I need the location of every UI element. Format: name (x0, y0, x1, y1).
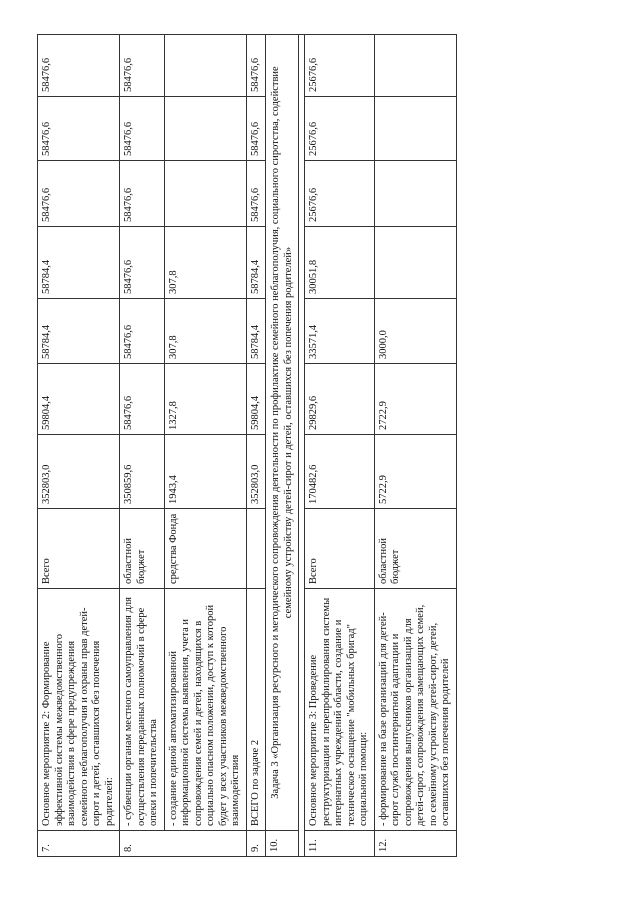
value-cell (374, 35, 456, 97)
value-cell: 58476,6 (38, 97, 120, 161)
table-row (164, 35, 246, 857)
activity-name: Основное мероприятие 2: Формирование эффективной системы межведомственного взаимодействия в сфере предупреждения семейного неблагополучия и охраны прав детей-сирот и детей, оставшихся без попечения родителей: (38, 589, 120, 831)
value-cell: 25676,6 (305, 35, 375, 97)
row-number: 11. (305, 831, 375, 857)
value-cell: 29829,6 (305, 364, 375, 435)
row-number: 8. (120, 831, 247, 857)
value-cell: 350859,6 (120, 435, 165, 509)
value-cell: 33571,4 (305, 299, 375, 364)
value-cell: 58476,6 (246, 35, 266, 97)
budget-table (37, 34, 457, 857)
table-row (120, 35, 165, 857)
value-cell: 170482,6 (305, 435, 375, 509)
value-cell: 1943,4 (164, 435, 246, 509)
value-cell (374, 97, 456, 161)
value-cell: 58476,6 (38, 35, 120, 97)
value-cell: 30051,8 (305, 227, 375, 299)
value-cell (374, 227, 456, 299)
value-cell: 307,8 (164, 227, 246, 299)
value-cell: 59804,4 (38, 364, 120, 435)
table-row (305, 35, 375, 857)
funding-source (246, 509, 266, 589)
value-cell: 307,8 (164, 299, 246, 364)
row-number: 9. (246, 831, 266, 857)
value-cell: 58476,6 (38, 161, 120, 227)
value-cell: 25676,6 (305, 161, 375, 227)
value-cell: 1327,8 (164, 364, 246, 435)
table-row (246, 35, 266, 857)
value-cell: 2722,9 (374, 364, 456, 435)
value-cell: 58784,4 (38, 299, 120, 364)
activity-name: ВСЕГО по задаче 2 (246, 589, 266, 831)
value-cell (164, 161, 246, 227)
value-cell: 25676,6 (305, 97, 375, 161)
funding-source: областной бюджет (120, 509, 165, 589)
funding-source: Всего (305, 509, 375, 589)
row-number: 12. (374, 831, 456, 857)
activity-name: - формирование на базе организаций для детей-сирот служб постинтернатной адаптации и сопровождения выпускников организаций для детей-сирот, сопровождения замещающих семей, по семейному устройству детей-сирот, детей, оставшихся без попечения родителей (374, 589, 456, 831)
funding-source: Всего (38, 509, 120, 589)
activity-name: Основное мероприятие 3: Проведение реструктуризации и перепрофилирования системы интернатных учреждений области, создание и техническое оснащение "мобильных бригад" социальной помощи: (305, 589, 375, 831)
funding-source: средства Фонда (164, 509, 246, 589)
value-cell: 59804,4 (246, 364, 266, 435)
table-row (266, 35, 299, 857)
value-cell: 58784,4 (246, 299, 266, 364)
funding-source: областной бюджет (374, 509, 456, 589)
value-cell: 58476,6 (120, 35, 165, 97)
value-cell: 58476,6 (246, 161, 266, 227)
value-cell: 58476,6 (120, 227, 165, 299)
row-number: 7. (38, 831, 120, 857)
table-row (374, 35, 456, 857)
value-cell (374, 161, 456, 227)
value-cell (164, 97, 246, 161)
value-cell: 3000,0 (374, 299, 456, 364)
task-heading: Задача 3 «Организация ресурсного и методического сопровождения деятельности по профилактике семейного неблагополучия, социального сиротства, содействие семейному устройству детей-сирот и детей, оставшихся без попечения родителей» (266, 35, 299, 831)
value-cell: 58476,6 (120, 299, 165, 364)
value-cell: 58476,6 (246, 97, 266, 161)
value-cell: 352803,0 (38, 435, 120, 509)
value-cell (164, 35, 246, 97)
activity-name: - субвенции органам местного самоуправления для осуществления переданных полномочий в сфере опеки и попечительства (120, 589, 165, 831)
value-cell: 58784,4 (38, 227, 120, 299)
activity-name: - создание единой автоматизированной информационной системы выявления, учета и сопровождения семей и детей, находящихся в социально опасном положении, доступ к которой будет у всех участников межведомственного взаимодействия (164, 589, 246, 831)
value-cell: 58476,6 (120, 364, 165, 435)
value-cell: 58476,6 (120, 161, 165, 227)
value-cell: 58784,4 (246, 227, 266, 299)
value-cell: 352803,0 (246, 435, 266, 509)
value-cell: 58476,6 (120, 97, 165, 161)
row-number: 10. (266, 831, 299, 857)
value-cell: 5722,9 (374, 435, 456, 509)
table-row (38, 35, 120, 857)
